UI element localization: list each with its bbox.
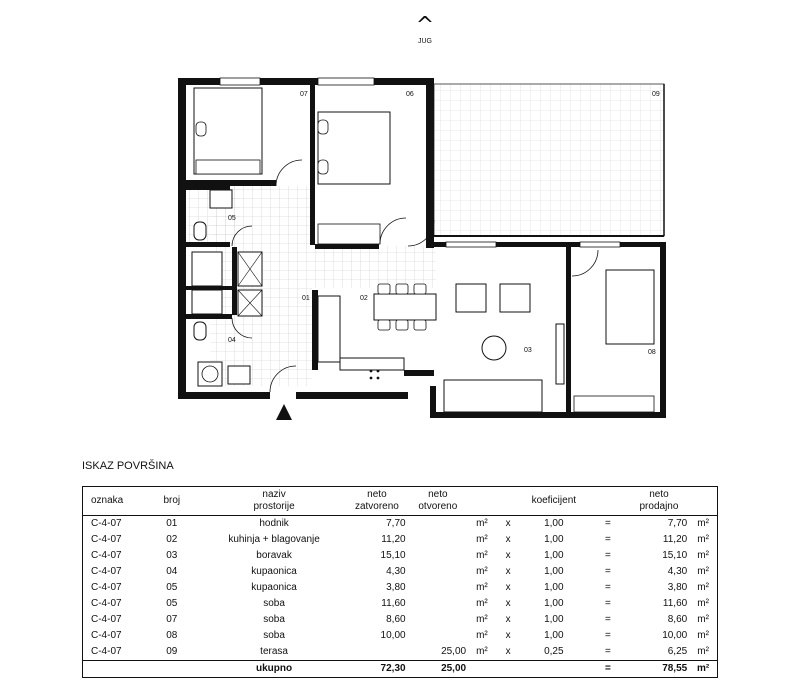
cell-unit2: m² — [697, 566, 709, 577]
room-label-09: 09 — [652, 91, 660, 98]
cell-broj: 05 — [166, 598, 178, 609]
cell-broj: 08 — [166, 630, 178, 641]
cell-naziv: soba — [263, 614, 285, 625]
cell-operator: x — [505, 518, 511, 529]
header-zatvoreno: neto zatvoreno — [346, 487, 407, 516]
cell-koeficijent: 1,00 — [544, 598, 564, 609]
entrance-arrow-icon — [276, 404, 292, 420]
cell-neto: 7,70 — [667, 518, 688, 529]
cell-koeficijent: 1,00 — [544, 550, 564, 561]
cell-naziv: soba — [263, 598, 285, 609]
room-label-02: 02 — [360, 295, 368, 302]
table-row — [83, 628, 718, 644]
cell-otvoreno — [408, 596, 469, 612]
cell-equals: = — [604, 582, 611, 593]
cell-unit2: m² — [697, 646, 709, 657]
cell-otvoreno: 25,00 — [441, 646, 467, 657]
total-otvoreno: 25,00 — [408, 661, 469, 678]
cell-equals: = — [604, 598, 611, 609]
cell-oznaka: C-4-07 — [91, 534, 122, 545]
header-otvoreno: neto otvoreno — [408, 487, 469, 516]
cell-koeficijent: 1,00 — [544, 614, 564, 625]
cell-broj: 04 — [166, 566, 178, 577]
total-unit: m² — [689, 661, 717, 678]
cell-zatvoreno: 4,30 — [386, 566, 406, 577]
cell-neto: 8,60 — [667, 614, 688, 625]
cell-unit2: m² — [697, 630, 709, 641]
cell-zatvoreno: 8,60 — [386, 614, 406, 625]
table-header-row — [83, 487, 718, 516]
cell-oznaka: C-4-07 — [91, 582, 122, 593]
cell-operator: x — [505, 534, 511, 545]
cell-neto: 11,20 — [662, 534, 688, 545]
header-oznaka: oznaka — [83, 487, 142, 516]
cell-zatvoreno: 11,20 — [381, 534, 406, 545]
cell-equals: = — [604, 630, 611, 641]
total-row — [83, 661, 718, 678]
cell-koeficijent: 1,00 — [544, 582, 564, 593]
cell-operator: x — [505, 550, 511, 561]
cell-koeficijent: 1,00 — [544, 566, 564, 577]
cell-broj: 09 — [166, 646, 178, 657]
cell-unit: m² — [476, 550, 488, 561]
north-arrow-icon: ^ — [415, 13, 435, 38]
cell-neto: 11,60 — [662, 598, 688, 609]
cell-otvoreno — [408, 516, 469, 533]
total-label: ukupno — [202, 661, 346, 678]
table-row — [83, 596, 718, 612]
cell-unit: m² — [476, 582, 488, 593]
cell-unit2: m² — [697, 550, 709, 561]
room-label-04: 04 — [228, 337, 236, 344]
cell-neto: 4,30 — [667, 566, 688, 577]
cell-unit: m² — [476, 630, 488, 641]
table-row — [83, 548, 718, 564]
cell-unit2: m² — [697, 614, 709, 625]
cell-equals: = — [604, 534, 611, 545]
section-title: ISKAZ POVRŠINA — [82, 460, 174, 472]
cell-otvoreno — [408, 548, 469, 564]
cell-koeficijent: 1,00 — [544, 630, 564, 641]
cell-unit: m² — [476, 566, 488, 577]
cell-unit: m² — [476, 598, 488, 609]
cell-oznaka: C-4-07 — [91, 566, 122, 577]
room-label-08: 08 — [648, 349, 656, 356]
cell-broj: 03 — [166, 550, 178, 561]
cell-naziv: kupaonica — [251, 566, 297, 577]
header-neto: neto prodajno — [629, 487, 690, 516]
cell-neto: 3,80 — [667, 582, 688, 593]
cell-naziv: kupaonica — [251, 582, 297, 593]
total-neto: 78,55 — [629, 661, 690, 678]
cell-zatvoreno: 3,80 — [386, 582, 406, 593]
cell-zatvoreno: 15,10 — [380, 550, 406, 561]
cell-oznaka: C-4-07 — [91, 614, 122, 625]
cell-unit2: m² — [697, 534, 709, 545]
cell-otvoreno — [408, 564, 469, 580]
cell-oznaka: C-4-07 — [91, 598, 122, 609]
table-row — [83, 564, 718, 580]
total-equals: = — [587, 661, 629, 678]
cell-unit2: m² — [697, 582, 709, 593]
room-label-03: 03 — [524, 347, 532, 354]
cell-naziv: boravak — [256, 550, 292, 561]
cell-zatvoreno: 10,00 — [380, 630, 406, 641]
table-row — [83, 612, 718, 628]
cell-operator: x — [505, 614, 511, 625]
cell-oznaka: C-4-07 — [91, 550, 122, 561]
cell-equals: = — [604, 614, 611, 625]
cell-equals: = — [604, 566, 611, 577]
cell-neto: 6,25 — [667, 646, 688, 657]
cell-otvoreno — [408, 628, 469, 644]
header-naziv: naziv prostorije — [202, 487, 346, 516]
table-row — [83, 580, 718, 596]
cell-equals: = — [604, 646, 611, 657]
cell-unit: m² — [476, 646, 488, 657]
area-table — [82, 486, 718, 678]
cell-operator: x — [505, 630, 511, 641]
cell-naziv: hodnik — [259, 518, 289, 529]
cell-unit: m² — [476, 534, 488, 545]
compass-label: JUG — [418, 38, 432, 45]
cell-oznaka: C-4-07 — [91, 646, 122, 657]
table-row — [83, 644, 718, 661]
cell-koeficijent: 1,00 — [544, 518, 564, 529]
cell-oznaka: C-4-07 — [91, 518, 122, 529]
cell-neto: 15,10 — [662, 550, 688, 561]
terrace-09 — [434, 84, 664, 236]
room-label-06: 06 — [406, 91, 414, 98]
cell-equals: = — [604, 550, 611, 561]
cell-broj: 01 — [166, 518, 178, 529]
room-label-01: 01 — [302, 295, 310, 302]
cell-zatvoreno — [346, 644, 407, 661]
cell-naziv: soba — [263, 630, 285, 641]
table-row — [83, 516, 718, 533]
cell-zatvoreno: 7,70 — [386, 518, 406, 529]
cell-operator: x — [505, 598, 511, 609]
cell-unit: m² — [476, 518, 488, 529]
cell-unit: m² — [476, 614, 488, 625]
cell-oznaka: C-4-07 — [91, 630, 122, 641]
cell-koeficijent: 1,00 — [544, 534, 564, 545]
cell-operator: x — [505, 582, 511, 593]
cell-zatvoreno: 11,60 — [381, 598, 406, 609]
header-broj: broj — [142, 487, 202, 516]
cell-broj: 05 — [166, 582, 178, 593]
cell-operator: x — [505, 646, 511, 657]
room-label-05: 05 — [228, 215, 236, 222]
room-label-07: 07 — [300, 91, 308, 98]
header-koeficijent: koeficijent — [521, 487, 587, 516]
cell-broj: 02 — [166, 534, 178, 545]
total-zatvoreno: 72,30 — [346, 661, 407, 678]
cell-otvoreno — [408, 580, 469, 596]
table-row — [83, 532, 718, 548]
cell-naziv: kuhinja + blagovanje — [228, 534, 320, 545]
cell-koeficijent: 0,25 — [544, 646, 564, 657]
cell-broj: 07 — [166, 614, 178, 625]
cell-unit2: m² — [697, 598, 709, 609]
cell-neto: 10,00 — [662, 630, 688, 641]
cell-otvoreno — [408, 612, 469, 628]
cell-operator: x — [505, 566, 511, 577]
cell-naziv: terasa — [260, 646, 288, 657]
cell-unit2: m² — [697, 518, 709, 529]
cell-equals: = — [604, 518, 611, 529]
cell-otvoreno — [408, 532, 469, 548]
